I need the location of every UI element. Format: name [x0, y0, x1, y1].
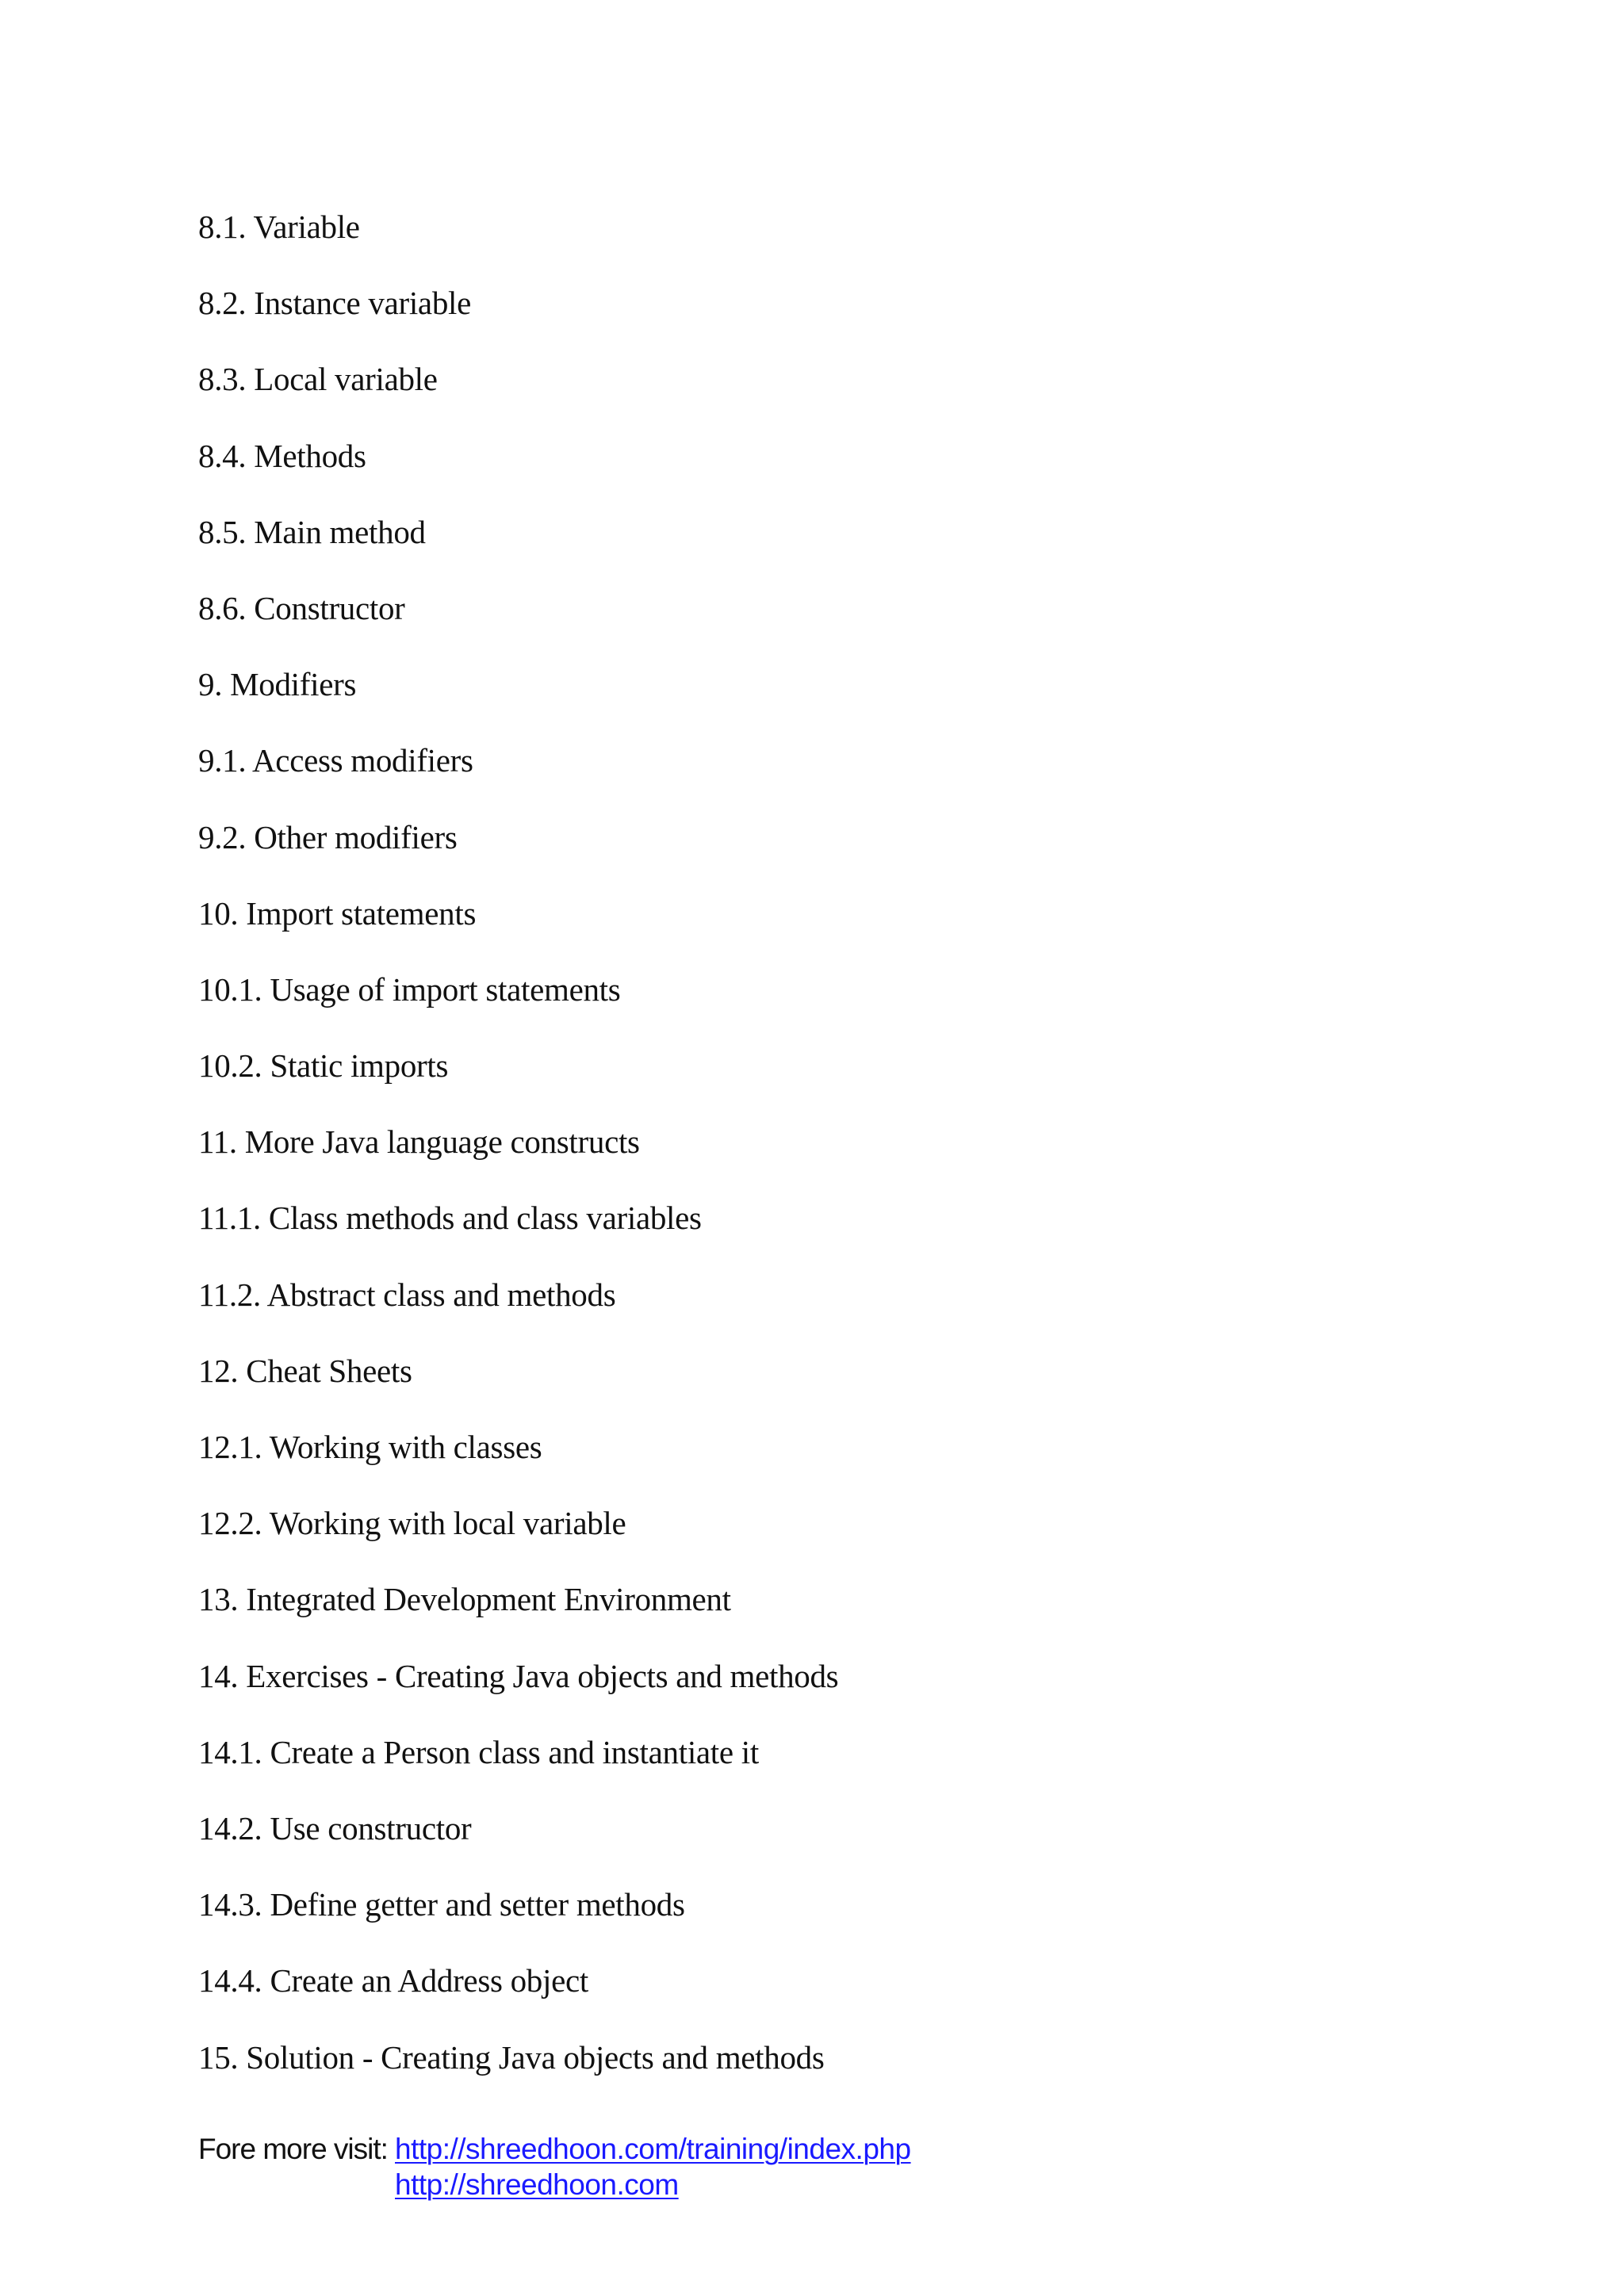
toc-entry: 11.2. Abstract class and methods — [198, 1276, 616, 1313]
toc-entry: 15. Solution - Creating Java objects and methods — [198, 2038, 825, 2076]
toc-entry: 14.3. Define getter and setter methods — [198, 1886, 685, 1923]
toc-entry: 8.6. Constructor — [198, 589, 405, 626]
toc-entry: 9. Modifiers — [198, 666, 357, 703]
toc-entry: 14.2. Use constructor — [198, 1809, 472, 1846]
homepage-link[interactable]: http://shreedhoon.com — [395, 2168, 679, 2201]
toc-entry: 10.1. Usage of import statements — [198, 970, 621, 1008]
toc-entry: 11.1. Class methods and class variables — [198, 1200, 702, 1237]
toc-entry: 10. Import statements — [198, 894, 477, 932]
toc-entry: 8.4. Methods — [198, 437, 366, 474]
toc-entry: 9.2. Other modifiers — [198, 818, 458, 855]
training-link[interactable]: http://shreedhoon.com/training/index.php — [395, 2133, 911, 2165]
toc-entry: 8.3. Local variable — [198, 361, 438, 398]
toc-entry: 14.4. Create an Address object — [198, 1962, 588, 1999]
toc-entry: 12.1. Working with classes — [198, 1429, 542, 1465]
toc-entry: 9.1. Access modifiers — [198, 742, 473, 779]
toc-entry: 8.1. Variable — [198, 209, 360, 245]
toc-entry: 13. Integrated Development Environment — [198, 1581, 731, 1618]
toc-entry: 14. Exercises - Creating Java objects and methods — [198, 1657, 839, 1694]
toc-entry: 8.2. Instance variable — [198, 285, 472, 322]
table-of-contents — [198, 189, 838, 2095]
toc-entry: 10.2. Static imports — [198, 1047, 449, 1085]
footer-row-secondary — [198, 2167, 911, 2202]
footer-row-primary — [198, 2131, 911, 2167]
footer-label: Fore more visit: — [198, 2133, 388, 2165]
page-footer — [198, 2131, 911, 2202]
toc-entry: 12. Cheat Sheets — [198, 1352, 412, 1389]
toc-entry: 11. More Java language constructs — [198, 1123, 640, 1161]
toc-entry: 14.1. Create a Person class and instantiate it — [198, 1733, 759, 1770]
toc-entry: 12.2. Working with local variable — [198, 1505, 626, 1542]
toc-entry: 8.5. Main method — [198, 513, 426, 550]
